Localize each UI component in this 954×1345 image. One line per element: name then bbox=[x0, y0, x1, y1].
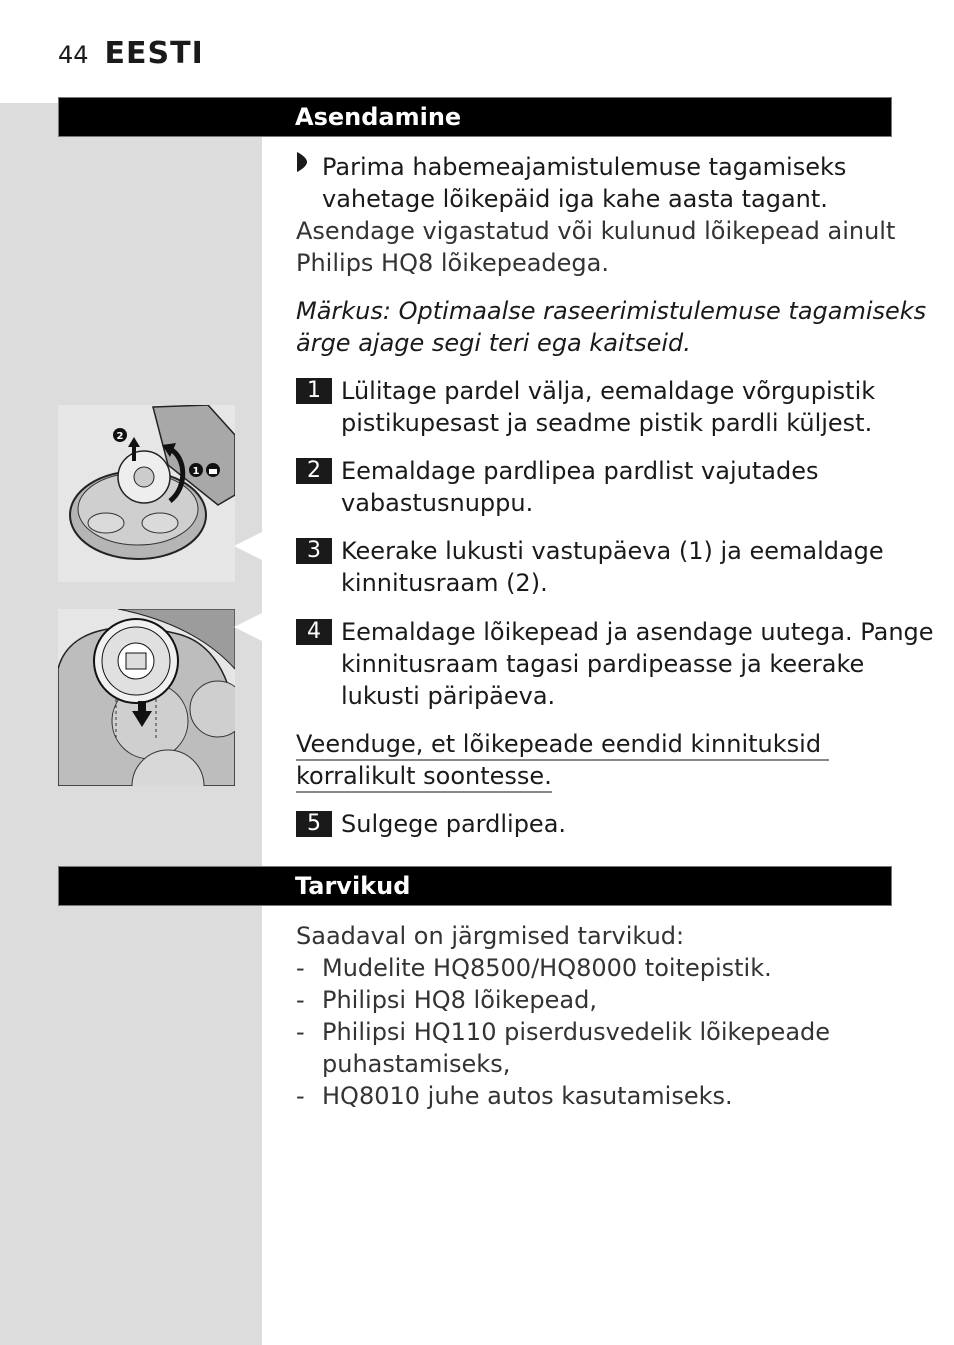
step-text: Keerake lukusti vastupäeva (1) ja eemaldage kinnitusraam (2). bbox=[341, 537, 884, 597]
shaving-head-replace-illustration bbox=[58, 609, 235, 786]
step-number: 2 bbox=[296, 458, 332, 484]
step-number: 3 bbox=[296, 538, 332, 564]
underlined-note-line: Veenduge, et lõikepeade eendid kinnituksid bbox=[296, 728, 829, 761]
step-text: Sulgege pardlipea. bbox=[341, 810, 567, 838]
section-header-replacement bbox=[58, 97, 892, 137]
accessories-intro: Saadaval on järgmised tarvikud: bbox=[296, 922, 685, 950]
svg-text:2: 2 bbox=[116, 431, 124, 442]
step-1 bbox=[296, 375, 875, 439]
bullet-text-line: Parima habemeajamistulemuse tagamiseks bbox=[322, 153, 847, 181]
page-language: EESTI bbox=[104, 36, 204, 71]
pointer-arrow bbox=[234, 532, 262, 560]
section-title: Tarvikud bbox=[295, 872, 411, 900]
section-header-accessories bbox=[58, 866, 892, 906]
step-number: 4 bbox=[296, 619, 332, 645]
bullet-icon bbox=[296, 150, 308, 180]
pointer-arrow bbox=[234, 613, 262, 641]
note-line: Märkus: Optimaalse raseerimistulemuse tagamiseks bbox=[296, 297, 927, 325]
bullet-text-line: vahetage lõikepäid iga kahe aasta tagant. bbox=[322, 185, 828, 213]
page-header bbox=[58, 36, 204, 71]
section-title: Asendamine bbox=[295, 103, 462, 131]
svg-text:1: 1 bbox=[192, 466, 200, 477]
body-text-line: Philips HQ8 lõikepeadega. bbox=[296, 249, 609, 277]
step-4 bbox=[296, 616, 934, 712]
underlined-note-line: korralikult soontesse. bbox=[296, 760, 552, 793]
step-number: 1 bbox=[296, 378, 332, 404]
step-2 bbox=[296, 455, 818, 519]
body-text-line: Asendage vigastatud või kulunud lõikepead ainult bbox=[296, 217, 896, 245]
step-3 bbox=[296, 535, 884, 599]
step-5 bbox=[296, 808, 566, 840]
step-text: Eemaldage lõikepead ja asendage uutega. Pange kinnitusraam tagasi pardipeasse ja keerake lukusti päripäeva. bbox=[341, 618, 934, 710]
step-text: Eemaldage pardlipea pardlist vajutades vabastusnuppu. bbox=[341, 457, 819, 517]
step-text: Lülitage pardel välja, eemaldage võrgupistik pistikupesast ja seadme pistik pardli küljest. bbox=[341, 377, 876, 437]
note-line: ärge ajage segi teri ega kaitseid. bbox=[296, 329, 691, 357]
page-number: 44 bbox=[58, 41, 89, 69]
step-number: 5 bbox=[296, 811, 332, 837]
shaver-unlock-illustration bbox=[58, 405, 235, 582]
